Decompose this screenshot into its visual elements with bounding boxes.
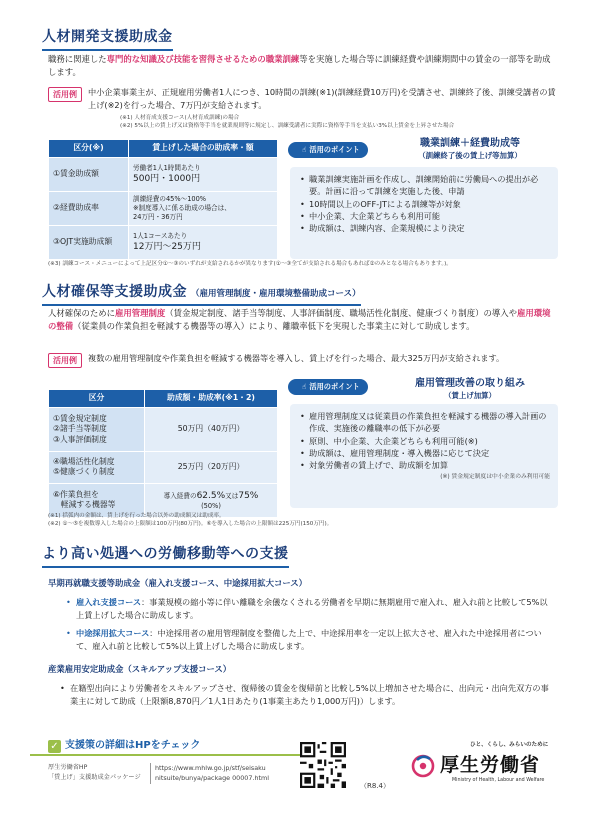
logo-name: 厚生労働省 <box>440 754 541 776</box>
example-tag: 活用例 <box>48 87 82 102</box>
table-header: 賃上げした場合の助成率・額 <box>129 140 278 158</box>
table-row <box>49 225 278 259</box>
section1-point-box <box>290 167 558 259</box>
hand-icon: ☝ <box>302 382 307 391</box>
section2-heading <box>42 283 361 306</box>
footer-url-line[interactable]: https://www.mhlw.go.jp/stf/seisaku <box>155 764 266 772</box>
logo-tagline: ひと、くらし、みらいのために <box>470 742 549 748</box>
example-tag: 活用例 <box>48 353 82 368</box>
section2-intro <box>48 307 558 333</box>
section3-bullet3 <box>60 682 552 708</box>
table-row <box>49 407 278 451</box>
cell-main: 500円・1000円 <box>133 173 201 184</box>
section1-table <box>48 139 278 260</box>
section2-example <box>48 352 558 368</box>
note: (※2) 5%以上の賃上げ又は資格等手当を就業規則等に規定し、訓練受講者に実際に資格等手当を支払い3%以上賃金を上昇させた場合 <box>120 123 455 130</box>
table-cell-value <box>129 191 278 225</box>
section1-point-title <box>380 138 560 160</box>
point-note: (※) 賃金規定制度は中小企業のみ利用可能 <box>440 474 550 481</box>
table-row <box>49 157 278 191</box>
table-cell-label: ⑥作業負担を 軽減する機器等 <box>49 483 145 517</box>
table-header: 区分 <box>49 390 145 408</box>
point-title-main: 職業訓練＋経費助成等 <box>420 138 520 149</box>
footer-hp-line: 「賃上げ」支援助成金パッケージ <box>48 773 141 781</box>
table-cell-label: ②経費助成率 <box>49 191 129 225</box>
table-cell-label: ①賃金規定制度 ②諸手当等制度 ③人事評価制度 <box>49 407 145 451</box>
point-item: • 雇用管理制度又は従業員の作業負担を軽減する機器の導入計画の作成、実施後の離職率の低下が必要 <box>300 410 550 435</box>
cell-rate: 62.5% <box>196 490 226 501</box>
mhlw-emblem-icon <box>410 752 436 778</box>
cell-small: 労働者1人1時間あたり <box>133 163 201 172</box>
point-item: • 10時間以上のOFF-JTによる訓練等が対象 <box>300 198 550 210</box>
cell-paren: (50%) <box>201 502 221 511</box>
mhlw-logo <box>410 752 540 779</box>
example-text: 複数の雇用管理制度や作業負担を軽減する機器等を導入し、賃上げを行った場合、最大325万円が支給されます。 <box>88 353 505 363</box>
table-cell-label: ④職場活性化制度 ⑤健康づくり制度 <box>49 451 145 483</box>
section3-bullet1 <box>66 596 551 622</box>
bullet-text: ：事業規模の縮小等に伴い離職を余儀なくされる労働者を早期に無期雇用で雇入れ、雇入れ前と比較して5%以上賃上げした場合に助成します。 <box>76 597 548 621</box>
cell-main: 12万円～25万円 <box>133 241 201 252</box>
check-icon: ✓ <box>48 740 61 753</box>
intro-highlight: 専門的な知識及び技能を習得させるための職業訓練 <box>106 54 300 64</box>
section2-point-box <box>290 404 558 508</box>
point-title-sub: （賃上げ加算） <box>444 390 496 400</box>
intro-text: （従業員の作業負担を軽減する機器等の導入）により、離職率低下を実現した事業主に対して助成します。 <box>73 321 475 332</box>
point-item: • 職業訓練実施計画を作成し、訓練開始前に労働局への提出が必要。計画に沿って訓練を実施した後、申請 <box>300 173 550 198</box>
section2-notes <box>48 512 568 529</box>
section3-bullet2 <box>66 627 551 653</box>
hand-icon: ☝ <box>302 145 307 154</box>
footer-title <box>48 739 200 753</box>
section3-title: より高い処遇への労働移動等への支援 <box>42 546 289 562</box>
point-badge-label: 活用のポイント <box>309 145 360 154</box>
cell-small: 1人1コースあたり <box>133 231 188 240</box>
footer-title-text: 支援策の詳細はHPをチェック <box>65 740 201 751</box>
intro-highlight: 雇用環境の整備 <box>48 308 551 332</box>
intro-highlight: 雇用管理制度 <box>115 308 166 318</box>
intro-text: （賃金規定制度、諸手当等制度、人事評価制度、職場活性化制度、健康づくり制度）の導入や <box>165 308 517 318</box>
bullet-text: 在籍型出向により労働者をスキルアップさせ、復帰後の賃金を復帰前と比較し5%以上増加させた場合に、出向元・出向先双方の事業主に対して助成（上限額8,870円／1人1日あたり(1事業主あたり1,000万円)）します。 <box>70 683 549 707</box>
point-title-main: 雇用管理改善の取り組み <box>415 378 525 389</box>
section1-title: 人材開発支援助成金 <box>42 29 173 45</box>
footer-hp-line: 厚生労働省HP <box>48 764 88 771</box>
note: (※1) 人材育成支援コース(人材育成訓練)の場合 <box>120 115 240 121</box>
section2-subtitle: （雇用管理制度・雇用環境整備助成コース） <box>191 289 361 299</box>
point-item: • 助成額は、訓練内容、企業規模により決定 <box>300 222 550 234</box>
footer-url[interactable] <box>150 763 269 784</box>
section1-intro <box>48 53 558 79</box>
note: (※1) 括弧内の金額は、賃上げを行った場合以外の助成額又は助成率。 <box>48 513 225 519</box>
section1-point-badge <box>288 142 368 158</box>
point-item: • 助成額は、雇用管理制度・導入機器に応じて決定 <box>300 447 550 459</box>
section2-point-title <box>380 378 560 400</box>
intro-text: 等を実施した場合等に訓練経費や訓練期間中の賃金の一部等を助成します。 <box>48 54 551 78</box>
point-item: • 対象労働者の賃上げで、助成額を加算 <box>300 459 550 471</box>
example-text: 中小企業事業主が、正規雇用労働者1人につき、10時間の訓練(※1)(訓練経費10万円)を受講させ、訓練終了後、訓練受講者の賃上げ(※2)を行った場合、7万円が支給されます。 <box>88 87 556 110</box>
footer-divider <box>30 754 330 756</box>
table-cell-label: ①賃金助成額 <box>49 157 129 191</box>
section2-table <box>48 389 278 518</box>
table-cell-value <box>129 225 278 259</box>
point-title-sub: （訓練終了後の賃上げ等加算） <box>418 150 522 160</box>
table-cell-value <box>129 157 278 191</box>
section1-example <box>48 86 558 111</box>
section1-footnote: (※3) 訓練コース・メニューによって上記区分①～③のいずれが支給されるかが異なります(①～③全てが支給される場合もあれば②のみとなる場合もあります。)。 <box>48 261 452 267</box>
cell-or: 又は <box>225 491 239 500</box>
table-row <box>49 451 278 483</box>
section3-sub2: 産業雇用安定助成金（スキルアップ支援コース） <box>48 664 232 674</box>
point-item: • 原則、中小企業、大企業どちらも利用可能(※) <box>300 435 550 447</box>
intro-text: 人材確保のために <box>48 308 115 318</box>
footer-hp-label <box>48 763 141 783</box>
table-cell-label: ③OJT実施助成額 <box>49 225 129 259</box>
logo-english: Ministry of Health, Labour and Welfare <box>452 778 545 783</box>
point-item: • 中小企業、大企業どちらも利用可能 <box>300 210 550 222</box>
section3-heading <box>42 545 289 568</box>
note: (※2) ①～⑤を複数導入した場合の上限額は100万円(80万円)。⑥を導入した場合の上限額は225万円(150万円)。 <box>48 521 333 528</box>
table-row <box>49 191 278 225</box>
cell-small: 訓練経費の45%～100% ※制度導入に係る助成の場合は、 24万円・36万円 <box>133 195 231 221</box>
table-header: 区分(※) <box>49 140 129 158</box>
issue-date: （R8.4） <box>360 782 390 790</box>
bullet-label: 雇入れ支援コース <box>76 597 142 607</box>
point-badge-label: 活用のポイント <box>309 382 360 391</box>
section1-heading <box>42 28 173 51</box>
intro-text: 職務に関連した <box>48 54 107 64</box>
footer-url-line[interactable]: nitsuite/bunya/package 00007.html <box>155 774 270 783</box>
section3-sub1: 早期再就職支援等助成金（雇入れ支援コース、中途採用拡大コース） <box>48 578 308 588</box>
qr-code-icon[interactable] <box>300 742 346 788</box>
table-cell-value: 50万円（40万円） <box>145 407 278 451</box>
table-cell-value: 25万円（20万円） <box>145 451 278 483</box>
bullet-text: ：中途採用者の雇用管理制度を整備した上で、中途採用率を一定以上拡大させ、雇入れた中途採用者について、雇入れ前と比較して5%以上賃上げした場合に助成します。 <box>76 628 542 652</box>
section2-point-badge <box>288 379 368 395</box>
table-header: 助成額・助成率(※1・2) <box>145 390 278 408</box>
section1-notes <box>120 114 570 131</box>
cell-prefix: 導入経費の <box>163 491 197 500</box>
cell-rate2: 75% <box>238 490 259 501</box>
bullet-label: 中途採用拡大コース <box>76 628 150 638</box>
section2-title: 人材確保等支援助成金 <box>42 284 187 300</box>
